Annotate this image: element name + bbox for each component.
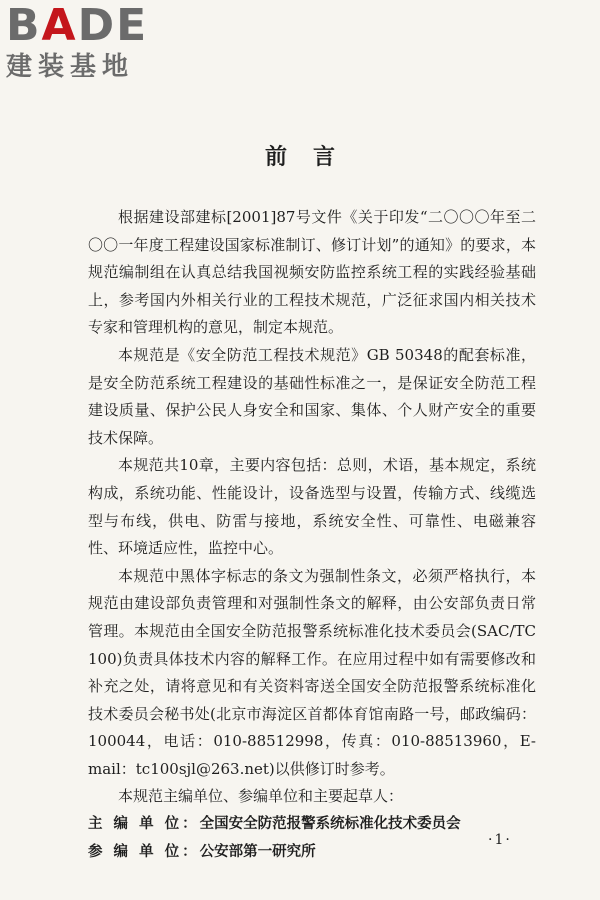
logo-subtitle: 建装基地 <box>6 52 135 82</box>
paragraph-management: 本规范中黑体字标志的条文为强制性条文，必须严格执行，本规范由建设部负责管理和对强制性条文的解释，由公安部负责日常管理。本规范由全国安全防范报警系统标准化技术委员会(SAC/TC 100)负责具体技术内容的解释工作。在应用过程中如有需要修改和补充之处，请将意见和有关资料寄送全国安全防范报警系统标准化技术委员会秘书处(北京市海淀区首都体育馆南路一号，邮政编码：100044，电话：010-88512998，传真：010-88513960，E-mail：tc100sjl@263.net)以供修订时参考。 <box>88 566 536 778</box>
logo-letter-b: B <box>6 0 42 51</box>
chief-unit-line <box>88 811 536 839</box>
participant-unit-value: 公安部第一研究所 <box>199 843 316 860</box>
logo-letter-a: A <box>41 0 78 51</box>
page-number: ·1· <box>488 832 512 848</box>
chief-unit-label: 主 编 单 位： <box>88 816 200 833</box>
participant-unit-label: 参 编 单 位： <box>88 843 200 860</box>
paragraph-basis: 根据建设部建标[2001]87号文件《关于印发“二〇〇〇年至二〇〇一年度工程建设国家标准制订、修订计划”的通知》的要求，本规范编制组在认真总结我国视频安防监控系统工程的实践经验基础上，参考国内外相关行业的工程技术规范，广泛征求国内相关技术专家和管理机构的意见，制定本规范。 <box>88 208 536 337</box>
participant-unit-line <box>88 839 536 867</box>
bade-logo <box>6 2 176 82</box>
logo-letters-de: DE <box>77 0 149 51</box>
logo-wordmark <box>6 2 176 50</box>
chief-unit-value: 全国安全防范报警系统标准化技术委员会 <box>199 816 461 833</box>
page-title: 前言 <box>264 145 361 170</box>
paragraph-scope: 本规范是《安全防范工程技术规范》GB 50348的配套标准，是安全防范系统工程建设的基础性标准之一，是保证安全防范工程建设质量、保护公民人身安全和国家、集体、个人财产安全的重要技术保障。 <box>88 345 536 447</box>
paragraph-units-intro: 本规范主编单位、参编单位和主要起草人： <box>118 787 404 806</box>
document-body <box>88 204 536 866</box>
paragraph-contents: 本规范共10章，主要内容包括：总则，术语，基本规定，系统构成，系统功能、性能设计，设备选型与设置，传输方式、线缆选型与布线，供电、防雷与接地，系统安全性、可靠性、电磁兼容性、环境适应性，监控中心。 <box>88 456 536 558</box>
